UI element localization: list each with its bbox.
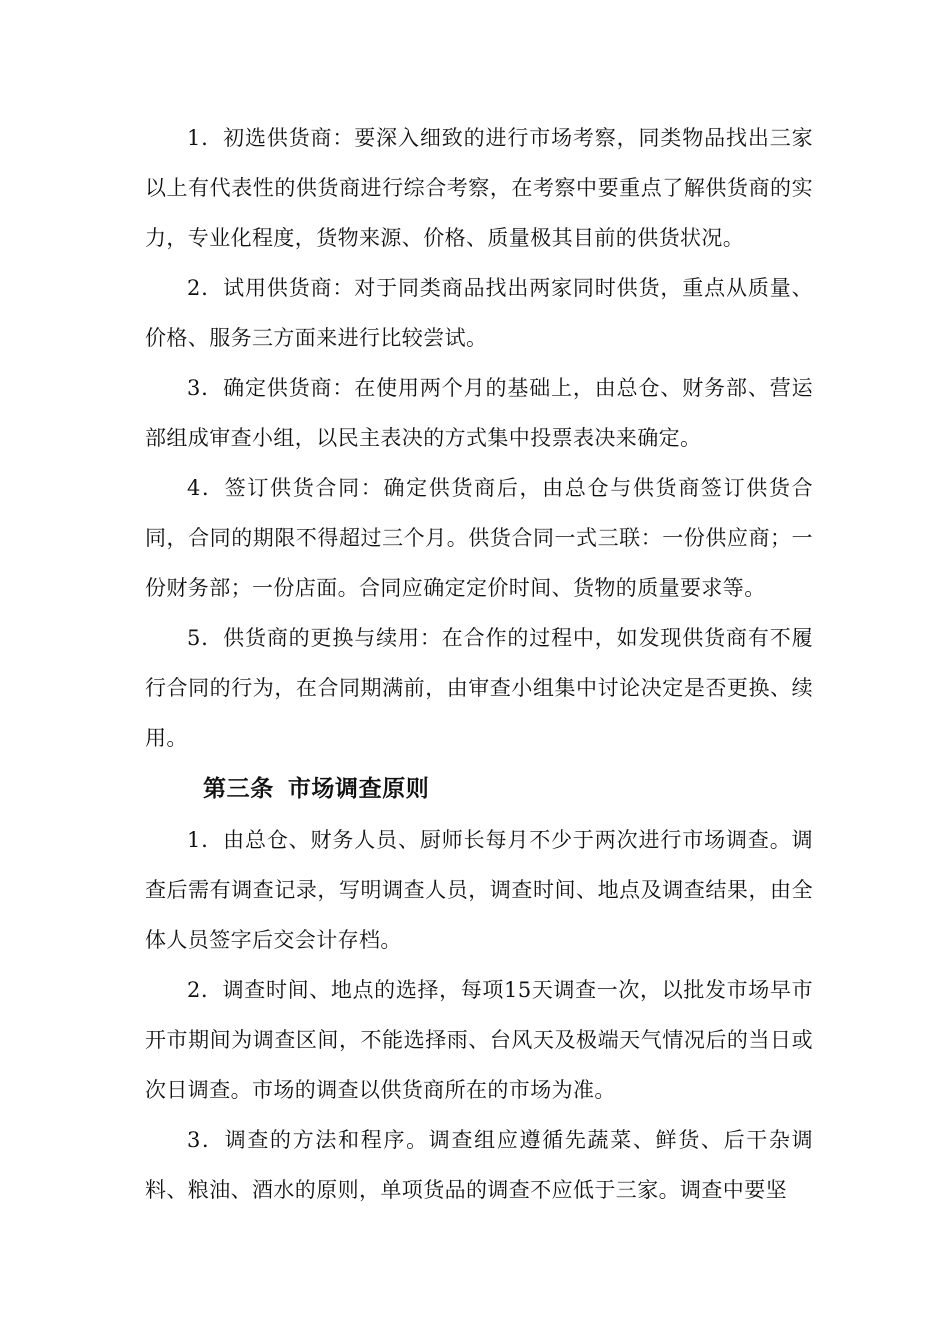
clause-paragraph-4: 4．签订供货合同：确定供货商后，由总仓与供货商签订供货合同，合同的期限不得超过三个月。供货合同一式三联：一份供应商；一份财务部；一份店面。合同应确定定价时间、货物的质量要求等。 <box>145 476 813 600</box>
clause-paragraph-1: 1．初选供货商：要深入细致的进行市场考察，同类物品找出三家以上有代表性的供货商进行综合考察，在考察中要重点了解供货商的实力，专业化程度，货物来源、价格、质量极其目前的供货状况。 <box>145 126 813 250</box>
section-heading <box>145 763 813 815</box>
survey-paragraph-2: 2．调查时间、地点的选择，每项15天调查一次，以批发市场早市开市期间为调查区间，不能选择雨、台风天及极端天气情况后的当日或次日调查。市场的调查以供货商所在的市场为准。 <box>145 978 813 1102</box>
clause-paragraph-2: 2．试用供货商：对于同类商品找出两家同时供货，重点从质量、价格、服务三方面来进行比较尝试。 <box>145 276 813 350</box>
survey-paragraph-3: 3．调查的方法和程序。调查组应遵循先蔬菜、鲜货、后干杂调料、粮油、酒水的原则，单项货品的调查不应低于三家。调查中要坚 <box>145 1128 813 1202</box>
clause-paragraph-5: 5．供货商的更换与续用：在合作的过程中，如发现供货商有不履行合同的行为，在合同期满前，由审查小组集中讨论决定是否更换、续用。 <box>145 626 813 750</box>
survey-paragraph-1: 1．由总仓、财务人员、厨师长每月不少于两次进行市场调查。调查后需有调查记录，写明调查人员，调查时间、地点及调查结果，由全体人员签字后交会计存档。 <box>145 828 813 952</box>
section-title: 市场调查原则 <box>287 776 430 802</box>
clause-paragraph-3: 3．确定供货商：在使用两个月的基础上，由总仓、财务部、营运部组成审查小组，以民主表决的方式集中投票表决来确定。 <box>145 376 813 450</box>
document-page <box>145 113 813 1215</box>
section-number: 第三条 <box>203 776 274 802</box>
